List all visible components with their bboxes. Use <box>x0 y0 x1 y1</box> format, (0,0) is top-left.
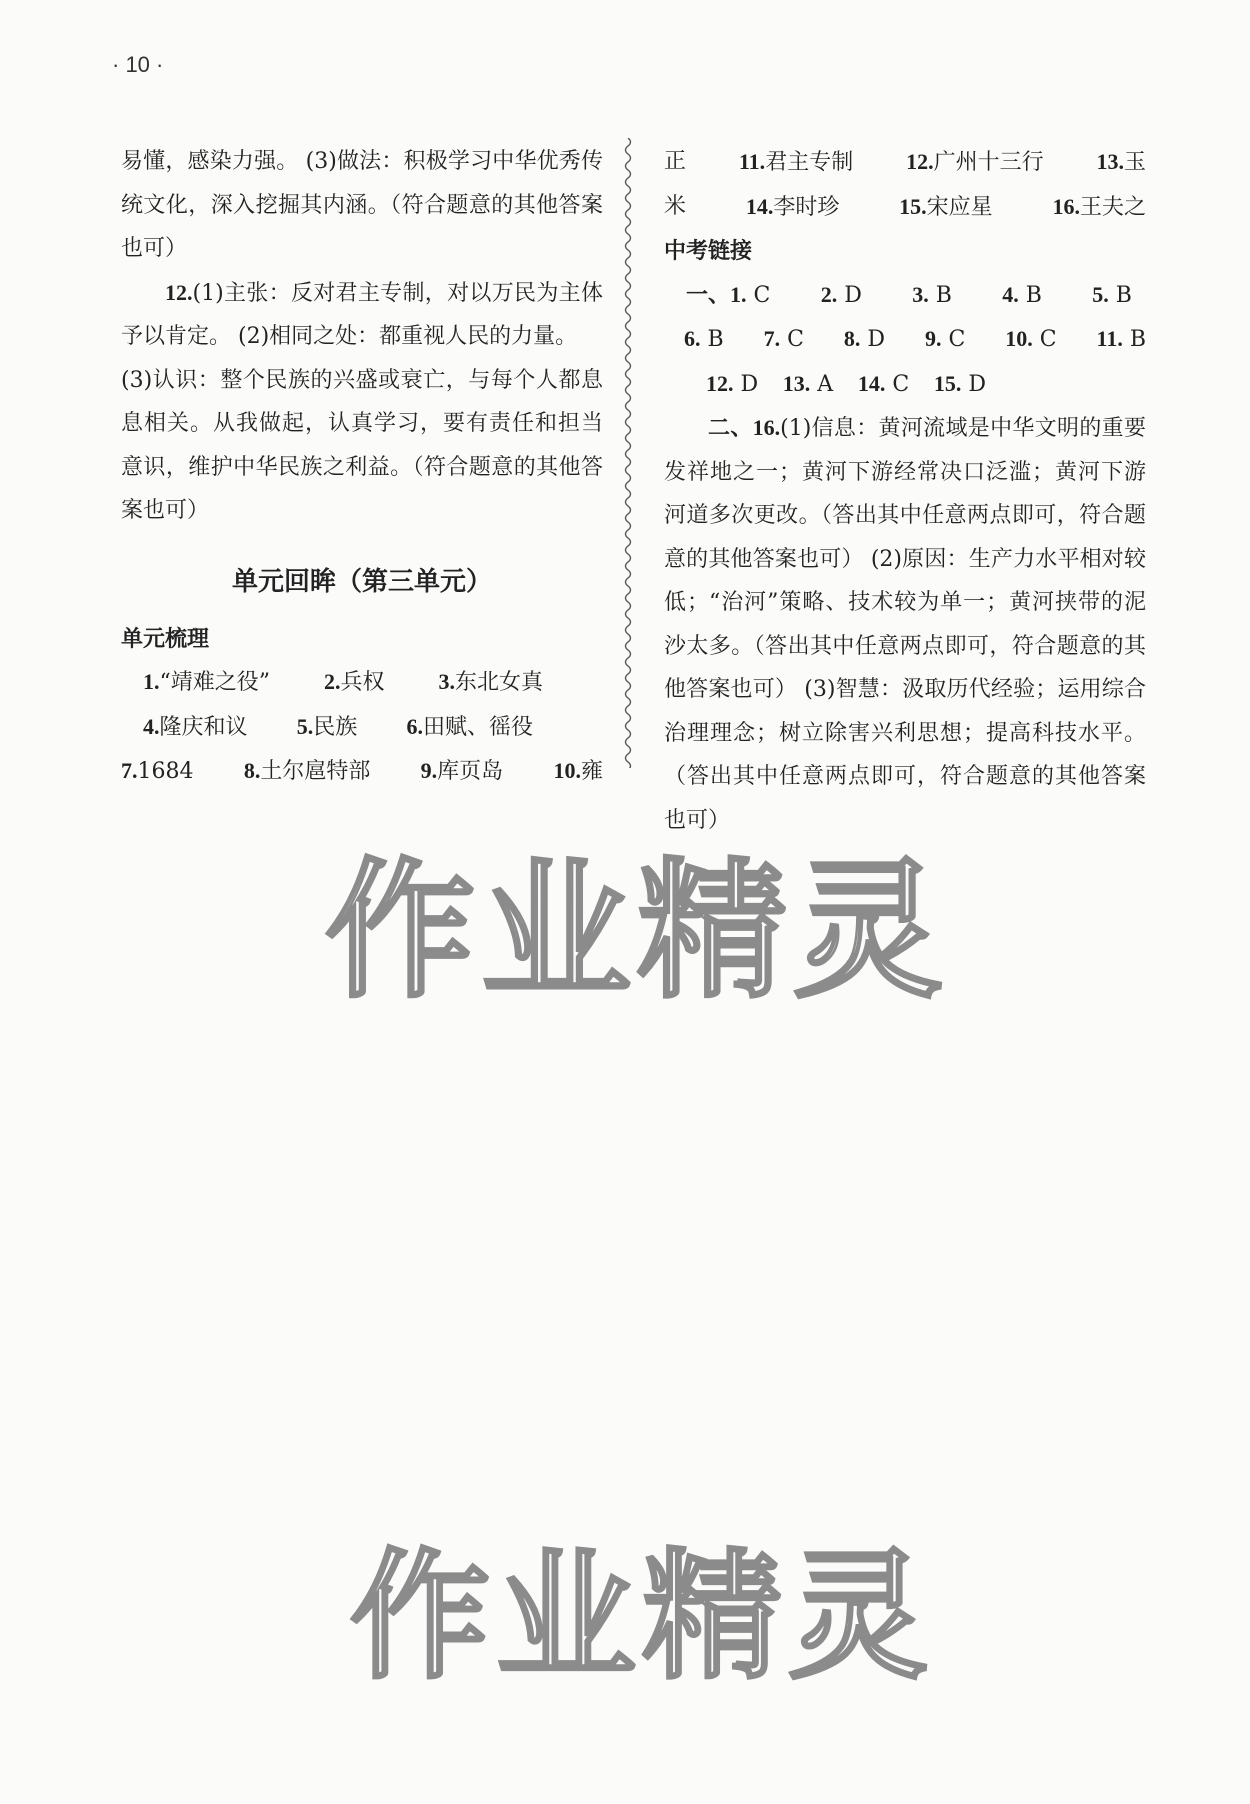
left-column <box>121 140 603 794</box>
summary-item: 4.隆庆和议 <box>143 713 248 740</box>
mc-answer: 3. B <box>912 281 952 308</box>
summary-item: 10.雍 <box>553 758 603 784</box>
mc-answer: 11. B <box>1096 326 1146 352</box>
mc-answer: 14. C <box>857 370 910 397</box>
mc-answer: 10. C <box>1005 326 1057 352</box>
mc-answer: 13. A <box>782 370 834 397</box>
summary-item: 12.广州十三行 <box>906 149 1044 175</box>
summary-row-4 <box>664 140 1146 185</box>
summary-row-3 <box>121 749 603 794</box>
q16-answer <box>664 406 1146 842</box>
summary-item: 16.王夫之 <box>1052 193 1146 220</box>
q11-continuation: 易懂，感染力强。 (3)做法：积极学习中华优秀传统文化，深入挖掘其内涵。（符合题意的其他答案也可） <box>121 149 603 261</box>
watermark-logo: 作业精灵 <box>350 1536 935 1699</box>
q12-part3: (3)认识：整个民族的兴盛或衰亡，与每个人都息息相关。从我做起，认真学习，要有责任和担当意识，维护中华民族之利益。（符合题意的其他答案也可） <box>121 367 603 523</box>
summary-item: 2.兵权 <box>323 669 385 695</box>
summary-item: 14.李时珍 <box>745 193 840 220</box>
summary-item: 6.田赋、徭役 <box>406 713 533 740</box>
summary-item: 5.民族 <box>296 713 358 740</box>
summary-item: 8.土尔扈特部 <box>243 758 371 784</box>
summary-item: 米 <box>664 193 687 219</box>
summary-item: 正 <box>664 149 687 174</box>
mc-answer: 4. B <box>1002 281 1042 308</box>
q16-text: (1)信息：黄河流域是中华文明的重要发祥地之一；黄河下游经常决口泛滥；黄河下游河道多次更改。（答出其中任意两点即可，符合题意的其他答案也可） (2)原因：生产力水平相对较低；“治河”策略、技术较为单一；黄河挟带的泥沙太多。（答出其中任意两点即可，符合题意的其他答案也可） (3)智慧：汲取历代经验；运用综合治理理念；树立除害兴利思想；提高科技水平。（答出其中任意两点即可，符合题意的其他答案也可） <box>664 416 1146 833</box>
mc-answer: 6. B <box>684 326 724 352</box>
mc-answer: 一、1. C <box>686 281 771 308</box>
mc-answer: 9. C <box>924 326 966 352</box>
summary-item: 9.库页岛 <box>420 758 504 784</box>
mc-answer: 8. D <box>843 326 886 352</box>
exam-link-subheading: 中考链接 <box>664 238 753 263</box>
unit-review-heading: 单元回眸（第三单元） <box>231 565 492 596</box>
summary-item: 11.君主专制 <box>738 149 854 175</box>
mc-row-1 <box>664 273 1146 318</box>
mc-answer: 5. B <box>1092 281 1132 308</box>
summary-item: 3.东北女真 <box>438 669 543 695</box>
mc-answer: 7. C <box>763 326 804 352</box>
watermark-logo: 作业精灵 <box>325 845 950 1019</box>
right-column <box>664 140 1146 842</box>
mc-answer: 15. D <box>933 370 986 397</box>
summary-row-5 <box>664 185 1146 230</box>
mc-answer: 12. D <box>706 370 759 397</box>
mc-row-2 <box>664 317 1146 362</box>
q12-number: 12. <box>165 279 193 305</box>
mc-answer: 2. D <box>820 281 862 308</box>
summary-row-1 <box>121 660 603 705</box>
mc-row-3 <box>664 362 1146 407</box>
unit-summary-subheading: 单元梳理 <box>121 625 210 651</box>
q12-answer <box>121 271 603 359</box>
summary-item: 1.“靖难之役” <box>143 669 270 695</box>
summary-item: 7.1684 <box>121 758 194 784</box>
summary-item: 15.宋应星 <box>899 193 993 220</box>
summary-item: 13.玉 <box>1096 149 1146 175</box>
q12-text: (1)主张：反对君主专制，对以万民为主体予以肯定。 (2)相同之处：都重视人民的力量。 <box>121 280 603 349</box>
page-number: · 10 · <box>112 52 164 77</box>
column-divider <box>621 138 635 768</box>
q16-number: 二、16. <box>708 415 781 440</box>
summary-row-2 <box>121 705 603 750</box>
